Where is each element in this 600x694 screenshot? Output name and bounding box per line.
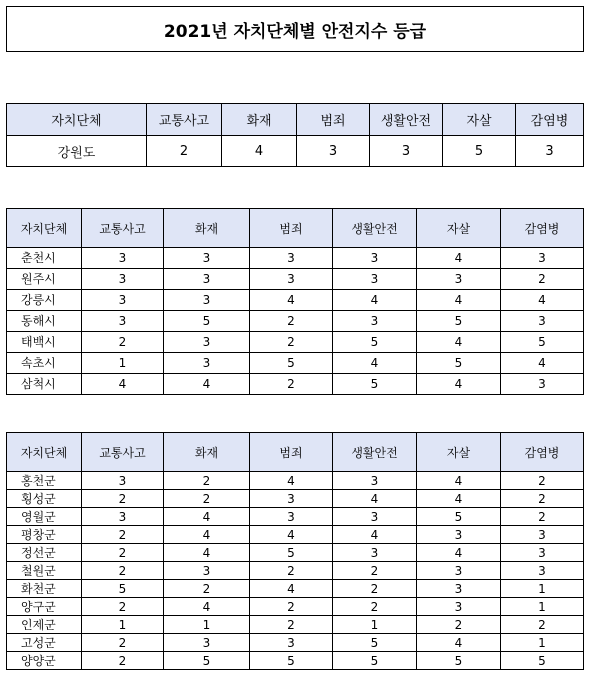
grade-cell: 5 (333, 374, 417, 395)
column-header: 자치단체 (7, 209, 82, 248)
grade-cell: 1 (82, 353, 164, 374)
grade-cell: 5 (164, 652, 250, 670)
grade-cell: 4 (417, 374, 501, 395)
table-row (7, 353, 584, 374)
region-name-cell: 고성군 (7, 634, 82, 652)
grade-cell: 3 (164, 562, 250, 580)
column-header: 교통사고 (82, 433, 164, 472)
table-row (7, 490, 584, 508)
grade-cell: 5 (333, 332, 417, 353)
table-row (7, 374, 584, 395)
grade-cell: 3 (82, 248, 164, 269)
region-name-cell: 횡성군 (7, 490, 82, 508)
grade-cell: 2 (82, 490, 164, 508)
grade-cell: 3 (333, 269, 417, 290)
column-header: 범죄 (297, 104, 370, 136)
grade-cell: 2 (82, 634, 164, 652)
table-row (7, 526, 584, 544)
grade-cell: 4 (82, 374, 164, 395)
column-header: 자살 (443, 104, 516, 136)
grade-cell: 3 (333, 472, 417, 490)
grade-cell: 3 (370, 136, 443, 167)
table-header-row (7, 209, 584, 248)
grade-cell: 4 (417, 332, 501, 353)
grade-cell: 3 (516, 136, 584, 167)
grade-cell: 3 (417, 580, 501, 598)
grade-cell: 3 (297, 136, 370, 167)
grade-cell: 4 (250, 472, 333, 490)
grade-cell: 2 (164, 472, 250, 490)
table-row (7, 562, 584, 580)
grade-cell: 1 (82, 616, 164, 634)
column-header: 화재 (164, 433, 250, 472)
column-header: 감염병 (516, 104, 584, 136)
grade-cell: 4 (333, 290, 417, 311)
column-header: 생활안전 (333, 209, 417, 248)
region-name-cell: 속초시 (7, 353, 82, 374)
table-row (7, 616, 584, 634)
grade-cell: 3 (82, 472, 164, 490)
grade-cell: 4 (417, 472, 501, 490)
column-header: 감염병 (501, 433, 584, 472)
grade-cell: 4 (417, 634, 501, 652)
grade-cell: 4 (417, 490, 501, 508)
grade-cell: 4 (250, 526, 333, 544)
region-name-cell: 삼척시 (7, 374, 82, 395)
grade-cell: 4 (417, 248, 501, 269)
grade-cell: 2 (333, 562, 417, 580)
grade-cell: 3 (501, 374, 584, 395)
grade-cell: 3 (501, 544, 584, 562)
column-header: 화재 (164, 209, 250, 248)
grade-cell: 4 (501, 290, 584, 311)
table-header-row (7, 433, 584, 472)
grade-cell: 1 (501, 634, 584, 652)
grade-cell: 3 (164, 248, 250, 269)
grade-cell: 3 (501, 562, 584, 580)
grade-cell: 5 (417, 508, 501, 526)
grade-cell: 3 (82, 269, 164, 290)
table-row (7, 544, 584, 562)
grade-cell: 4 (417, 290, 501, 311)
grade-cell: 3 (333, 248, 417, 269)
province-table (6, 103, 584, 167)
grade-cell: 3 (82, 290, 164, 311)
grade-cell: 3 (250, 634, 333, 652)
grade-cell: 4 (250, 290, 333, 311)
grade-cell: 2 (82, 652, 164, 670)
grade-cell: 2 (250, 562, 333, 580)
column-header: 생활안전 (333, 433, 417, 472)
grade-cell: 1 (333, 616, 417, 634)
grade-cell: 4 (164, 374, 250, 395)
column-header: 자살 (417, 209, 501, 248)
column-header: 생활안전 (370, 104, 443, 136)
column-header: 교통사고 (147, 104, 222, 136)
grade-cell: 2 (501, 269, 584, 290)
grade-cell: 3 (501, 526, 584, 544)
grade-cell: 3 (82, 311, 164, 332)
grade-cell: 3 (250, 269, 333, 290)
grade-cell: 5 (501, 652, 584, 670)
region-name-cell: 정선군 (7, 544, 82, 562)
grade-cell: 3 (250, 508, 333, 526)
grade-cell: 4 (164, 508, 250, 526)
region-name-cell: 원주시 (7, 269, 82, 290)
grade-cell: 3 (417, 562, 501, 580)
city-table (6, 208, 584, 395)
grade-cell: 1 (164, 616, 250, 634)
table-row (7, 508, 584, 526)
page-title (6, 6, 584, 52)
grade-cell: 4 (333, 526, 417, 544)
grade-cell: 3 (333, 508, 417, 526)
grade-cell: 2 (333, 598, 417, 616)
table-row (7, 332, 584, 353)
table-row (7, 269, 584, 290)
column-header: 감염병 (501, 209, 584, 248)
grade-cell: 5 (333, 652, 417, 670)
grade-cell: 2 (82, 598, 164, 616)
region-name-cell: 동해시 (7, 311, 82, 332)
grade-cell: 2 (82, 526, 164, 544)
grade-cell: 4 (417, 544, 501, 562)
grade-cell: 3 (164, 634, 250, 652)
table-row (7, 580, 584, 598)
grade-cell: 5 (82, 580, 164, 598)
grade-cell: 5 (417, 311, 501, 332)
grade-cell: 3 (250, 248, 333, 269)
grade-cell: 5 (501, 332, 584, 353)
grade-cell: 5 (333, 634, 417, 652)
grade-cell: 2 (250, 616, 333, 634)
grade-cell: 4 (164, 544, 250, 562)
page-title-text: 2021년 자치단체별 안전지수 등급 (163, 21, 427, 42)
grade-cell: 3 (164, 290, 250, 311)
table-header-row (7, 104, 584, 136)
county-table (6, 432, 584, 670)
grade-cell: 3 (164, 332, 250, 353)
grade-cell: 5 (250, 353, 333, 374)
grade-cell: 4 (501, 353, 584, 374)
grade-cell: 2 (147, 136, 222, 167)
grade-cell: 2 (82, 544, 164, 562)
grade-cell: 4 (164, 526, 250, 544)
column-header: 교통사고 (82, 209, 164, 248)
grade-cell: 2 (501, 616, 584, 634)
table-row (7, 248, 584, 269)
column-header: 범죄 (250, 209, 333, 248)
grade-cell: 4 (250, 580, 333, 598)
table-row (7, 652, 584, 670)
grade-cell: 3 (82, 508, 164, 526)
grade-cell: 2 (250, 311, 333, 332)
column-header: 화재 (222, 104, 297, 136)
table-row (7, 311, 584, 332)
column-header: 자치단체 (7, 104, 147, 136)
grade-cell: 3 (333, 311, 417, 332)
grade-cell: 3 (164, 353, 250, 374)
grade-cell: 2 (501, 508, 584, 526)
grade-cell: 2 (417, 616, 501, 634)
column-header: 자치단체 (7, 433, 82, 472)
grade-cell: 3 (164, 269, 250, 290)
region-name-cell: 춘천시 (7, 248, 82, 269)
region-name-cell: 철원군 (7, 562, 82, 580)
grade-cell: 4 (333, 353, 417, 374)
table-row (7, 472, 584, 490)
grade-cell: 2 (501, 490, 584, 508)
region-name-cell: 영월군 (7, 508, 82, 526)
grade-cell: 4 (333, 490, 417, 508)
grade-cell: 4 (222, 136, 297, 167)
grade-cell: 3 (417, 598, 501, 616)
grade-cell: 3 (333, 544, 417, 562)
region-name-cell: 인제군 (7, 616, 82, 634)
column-header: 자살 (417, 433, 501, 472)
grade-cell: 2 (82, 562, 164, 580)
table-row (7, 598, 584, 616)
grade-cell: 3 (417, 526, 501, 544)
grade-cell: 1 (501, 580, 584, 598)
grade-cell: 3 (501, 311, 584, 332)
grade-cell: 2 (164, 490, 250, 508)
table-row (7, 290, 584, 311)
column-header: 범죄 (250, 433, 333, 472)
grade-cell: 5 (417, 652, 501, 670)
grade-cell: 2 (333, 580, 417, 598)
grade-cell: 2 (82, 332, 164, 353)
grade-cell: 1 (501, 598, 584, 616)
grade-cell: 5 (443, 136, 516, 167)
grade-cell: 4 (164, 598, 250, 616)
grade-cell: 2 (250, 374, 333, 395)
grade-cell: 5 (250, 652, 333, 670)
grade-cell: 2 (250, 598, 333, 616)
table-row (7, 634, 584, 652)
grade-cell: 5 (417, 353, 501, 374)
region-name-cell: 강원도 (7, 136, 147, 167)
grade-cell: 2 (501, 472, 584, 490)
region-name-cell: 태백시 (7, 332, 82, 353)
grade-cell: 5 (250, 544, 333, 562)
region-name-cell: 양양군 (7, 652, 82, 670)
grade-cell: 3 (417, 269, 501, 290)
region-name-cell: 강릉시 (7, 290, 82, 311)
region-name-cell: 홍천군 (7, 472, 82, 490)
grade-cell: 5 (164, 311, 250, 332)
region-name-cell: 평창군 (7, 526, 82, 544)
grade-cell: 3 (250, 490, 333, 508)
region-name-cell: 화천군 (7, 580, 82, 598)
table-row (7, 136, 584, 167)
grade-cell: 3 (501, 248, 584, 269)
grade-cell: 2 (250, 332, 333, 353)
region-name-cell: 양구군 (7, 598, 82, 616)
grade-cell: 2 (164, 580, 250, 598)
